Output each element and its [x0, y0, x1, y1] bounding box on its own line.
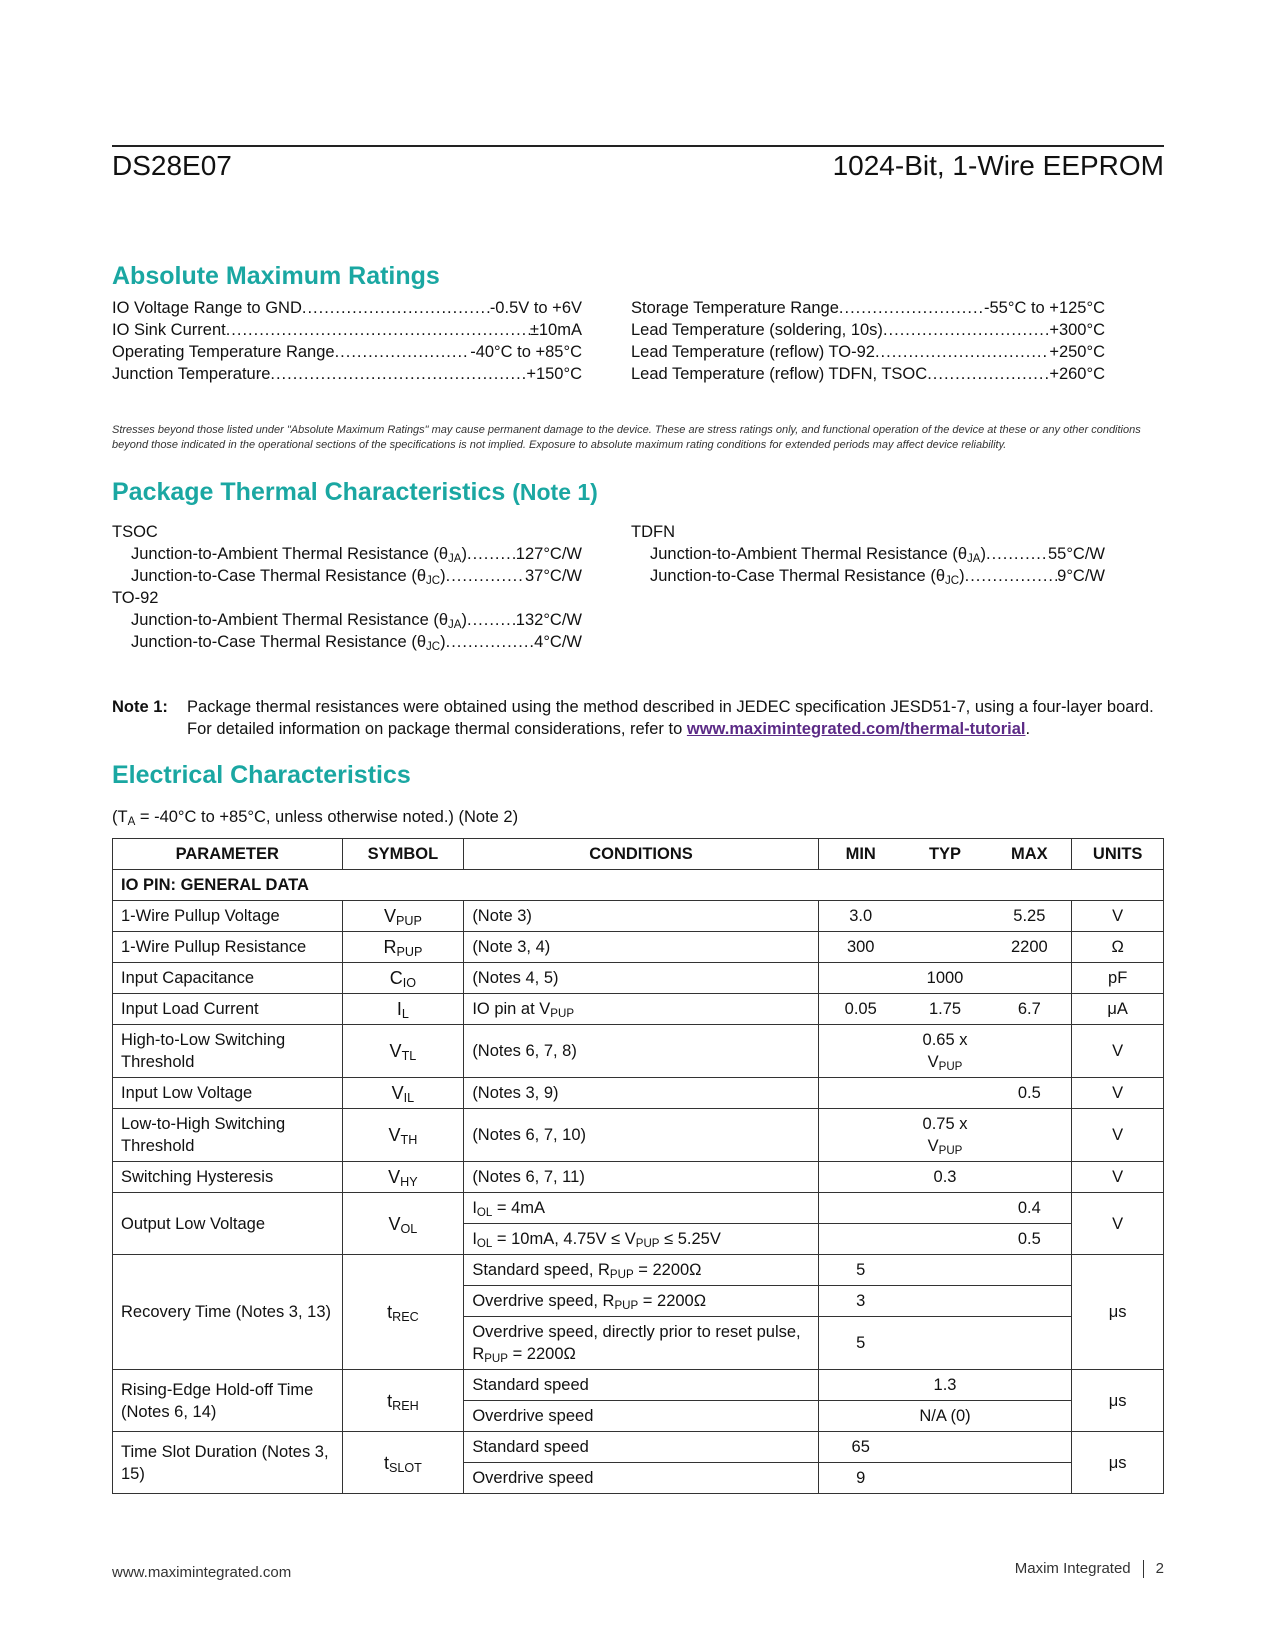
thermal-label: Junction-to-Case Thermal Resistance: [131, 567, 407, 585]
thermal-value: 127°C/W: [515, 545, 582, 563]
thermal-value: 132°C/W: [515, 611, 582, 629]
col-symbol: SYMBOL: [342, 839, 464, 870]
rating-row: [631, 297, 1105, 319]
thermal-right-column: [631, 521, 1105, 587]
col-typ: TYP: [903, 839, 988, 870]
rating-label: Storage Temperature Range: [631, 299, 839, 317]
package-label-tsoc: TSOC: [112, 523, 158, 541]
thermal-label: Junction-to-Case Thermal Resistance: [131, 633, 407, 651]
footer-url: www.maximintegrated.com: [112, 1564, 292, 1581]
thermal-row: Junction-to-Ambient Thermal Resistance $(\theta_{JA})$ ..... 55°C/W: [631, 543, 1105, 565]
thermal-value: 55°C/W: [1047, 545, 1105, 563]
thermal-label: Junction-to-Ambient Thermal Resistance: [131, 611, 429, 629]
rating-label: IO Voltage Range to GND: [112, 299, 302, 317]
thermal-heading-text: Package Thermal Characteristics: [112, 478, 506, 506]
rating-value: +260°C: [1049, 365, 1105, 383]
table-row: Low-to-High Switching Threshold $V_{TH}$ (Notes 6, 7, 10) 0.75 x $V_{PUP}$ V: [113, 1109, 1164, 1162]
page-number: 2: [1155, 1560, 1164, 1577]
rating-row: [631, 363, 1105, 385]
electrical-heading: Electrical Characteristics: [112, 761, 411, 789]
thermal-left-column: [112, 521, 582, 653]
table-row: Overdrive speed, $R_{PUP} = 2200\Omega$ 3: [113, 1286, 1164, 1317]
stress-disclaimer: Stresses beyond those listed under "Absolute Maximum Ratings" may cause permanent damage to the device. These are stress ratings only, and functional operation of the device at these or any other conditions beyond those indicated in the operational sections of the specifications is not implied. Exposure to absolute maximum rating conditions for extended periods may affect device reliability.: [112, 424, 1141, 451]
footer-company-page: [1015, 1560, 1164, 1578]
footer-company: Maxim Integrated: [1014, 1560, 1131, 1577]
table-row: Output Low Voltage $V_{OL}$ $I_{OL} = 4mA$ 0.4 V: [113, 1193, 1164, 1224]
package-label-to92: TO-92: [112, 589, 159, 607]
note-1: Note 1: Package thermal resistances were obtained using the method described in JEDEC specification JESD51-7, using a four-layer board. For detailed information on package thermal considerations, refer to www.maximintegrated.com/thermal-tutorial.: [112, 698, 1154, 738]
thermal-row: Junction-to-Ambient Thermal Resistance $(\theta_{JA})$ ..... 127°C/W: [112, 543, 582, 565]
table-row: Switching Hysteresis $V_{HY}$ (Notes 6, 7, 11) 0.3 V: [113, 1162, 1164, 1193]
thermal-value: 9°C/W: [1057, 567, 1105, 585]
table-row: Overdrive speed 9: [113, 1463, 1164, 1494]
rating-row: [631, 341, 1105, 363]
footer-divider: [1143, 1560, 1144, 1578]
table-row: Rising-Edge Hold-off Time (Notes 6, 14) $t_{REH}$ Standard speed 1.3 μs: [113, 1370, 1164, 1401]
thermal-value: 4°C/W: [534, 633, 582, 651]
rating-value: +250°C: [1049, 343, 1105, 361]
rating-label: Lead Temperature (reflow) TDFN, TSOC: [631, 365, 928, 383]
rating-value: -0.5V to +6V: [489, 299, 582, 317]
table-row: Input Low Voltage $V_{IL}$ (Notes 3, 9) 0.5 V: [113, 1078, 1164, 1109]
col-min: MIN: [818, 839, 903, 870]
note-1-label: Note 1:: [112, 698, 168, 716]
rating-value: +150°C: [526, 365, 582, 383]
col-parameter: PARAMETER: [113, 839, 343, 870]
thermal-label: Junction-to-Ambient Thermal Resistance: [131, 545, 429, 563]
thermal-tutorial-link[interactable]: www.maximintegrated.com/thermal-tutorial: [686, 720, 1026, 738]
header-rule: [112, 145, 1164, 147]
part-number: DS28E07: [112, 150, 232, 181]
table-row: 1-Wire Pullup Voltage $V_{PUP}$ (Note 3) 3.0 5.25 V: [113, 901, 1164, 932]
rating-value: +300°C: [1049, 321, 1105, 339]
table-row: Overdrive speed N/A (0): [113, 1401, 1164, 1432]
thermal-heading-note: (Note 1): [512, 479, 598, 505]
table-header-row: [113, 839, 1164, 870]
package-label-tdfn: TDFN: [631, 523, 675, 541]
table-row: Time Slot Duration (Notes 3, 15) $t_{SLOT}$ Standard speed 65 μs: [113, 1432, 1164, 1463]
abs-max-right-column: [631, 297, 1105, 385]
thermal-heading: [112, 478, 598, 507]
rating-value: ±10mA: [529, 321, 582, 339]
rating-value: -55°C to +125°C: [984, 299, 1105, 317]
rating-label: Lead Temperature (reflow) TO-92: [631, 343, 875, 361]
col-units: UNITS: [1072, 839, 1164, 870]
rating-row: [112, 297, 582, 319]
table-row: Input Capacitance $C_{IO}$ (Notes 4, 5) 1000 pF: [113, 963, 1164, 994]
table-row: Overdrive speed, directly prior to reset pulse, $R_{PUP} = 2200\Omega$ 5: [113, 1317, 1164, 1370]
thermal-label: Junction-to-Ambient Thermal Resistance: [650, 545, 948, 563]
table-row: 1-Wire Pullup Resistance $R_{PUP}$ (Note 3, 4) 300 2200 Ω: [113, 932, 1164, 963]
rating-label: Junction Temperature: [112, 365, 271, 383]
rating-value: -40°C to +85°C: [470, 343, 582, 361]
thermal-row: Junction-to-Case Thermal Resistance $(\theta_{JC})$ ..... 4°C/W: [112, 631, 582, 653]
table-row: Input Load Current $I_L$ IO pin at $V_{PUP}$ 0.05 1.75 6.7 μA: [113, 994, 1164, 1025]
document-title: 1024-Bit, 1-Wire EEPROM: [832, 150, 1164, 181]
thermal-label: Junction-to-Case Thermal Resistance: [650, 567, 926, 585]
rating-row: [631, 319, 1105, 341]
rating-row: [112, 363, 582, 385]
col-conditions: CONDITIONS: [464, 839, 818, 870]
thermal-row: Junction-to-Case Thermal Resistance $(\theta_{JC})$ ..... 9°C/W: [631, 565, 1105, 587]
table-row: $I_{OL} = 10mA$, $4.75V \le V_{PUP} \le 5.25V$ 0.5: [113, 1224, 1164, 1255]
section-row: IO PIN: GENERAL DATA: [113, 870, 1164, 901]
rating-label: Operating Temperature Range: [112, 343, 335, 361]
abs-max-left-column: [112, 297, 582, 385]
thermal-row: Junction-to-Case Thermal Resistance $(\theta_{JC})$ ..... 37°C/W: [112, 565, 582, 587]
thermal-row: Junction-to-Ambient Thermal Resistance $(\theta_{JA})$ ..... 132°C/W: [112, 609, 582, 631]
electrical-characteristics-table: [112, 838, 1164, 1494]
table-row: Recovery Time (Notes 3, 13) $t_{REC}$ Standard speed, $R_{PUP} = 2200\Omega$ 5 μs: [113, 1255, 1164, 1286]
rating-row: [112, 319, 582, 341]
rating-label: IO Sink Current: [112, 321, 226, 339]
rating-row: [112, 341, 582, 363]
abs-max-heading: Absolute Maximum Ratings: [112, 262, 440, 290]
rating-label: Lead Temperature (soldering, 10s): [631, 321, 883, 339]
note-1-text: Package thermal resistances were obtained using the method described in JEDEC specification JESD51-7, using a four-layer board. For detailed information on package thermal considerations, refer to: [187, 698, 1154, 738]
thermal-value: 37°C/W: [524, 567, 582, 585]
table-row: High-to-Low Switching Threshold $V_{TL}$ (Notes 6, 7, 8) 0.65 x $V_{PUP}$ V: [113, 1025, 1164, 1078]
test-conditions: ($T_A = -40^\circ C$ to +85°C, unless otherwise noted.) (Note 2): [112, 808, 519, 828]
col-max: MAX: [987, 839, 1072, 870]
